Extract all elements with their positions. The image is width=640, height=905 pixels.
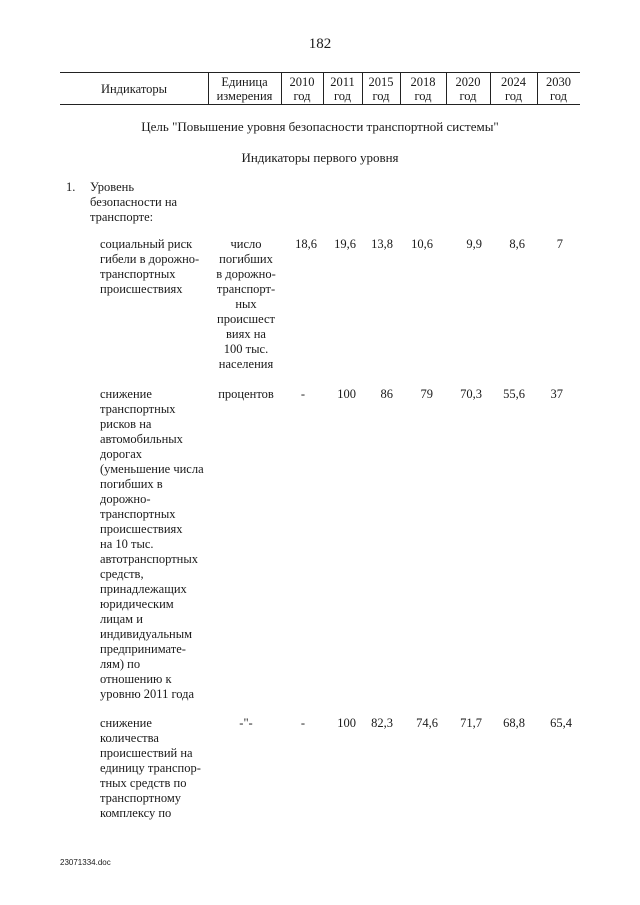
row-unit-line: населения (218, 357, 274, 371)
row-unit-line: в дорожно- (216, 267, 276, 281)
row-label-line: лицам и (100, 612, 143, 626)
row-label-line: гибели в дорожно- (100, 252, 200, 266)
row-value: 8,6 (509, 237, 525, 251)
row-unit-line: ных (235, 297, 257, 311)
row-value: 74,6 (416, 716, 438, 730)
row-unit-line: происшест (217, 312, 275, 326)
row-value: 9,9 (466, 237, 482, 251)
row-label-line: предпринимате- (100, 642, 186, 656)
header-year-value: 2011 (330, 75, 355, 89)
row-value: 86 (380, 387, 393, 401)
header-year-value: 2015 (368, 75, 394, 89)
header-year-value: 2020 (455, 75, 481, 89)
row-value: 71,7 (460, 716, 482, 730)
header-bottom-rule (60, 104, 580, 105)
row-value: 18,6 (295, 237, 317, 251)
row-label-line: транспортных (100, 267, 176, 281)
header-year-word: год (372, 89, 390, 103)
section-title-line: Уровень (90, 180, 135, 194)
header-unit-line: Единица (221, 75, 268, 89)
header-year-value: 2024 (501, 75, 526, 89)
header-year (446, 75, 490, 103)
row-label-line: индивидуальным (100, 627, 193, 641)
header-year (323, 75, 362, 103)
row-label-line: транспортных (100, 507, 176, 521)
row-label-line: тных средств по (100, 776, 187, 790)
row-label (100, 387, 212, 702)
row-label-line: происшествий на (100, 746, 193, 760)
row-unit (210, 387, 282, 402)
header-unit (208, 75, 281, 103)
row-value: 13,8 (371, 237, 393, 251)
row-value: 19,6 (334, 237, 356, 251)
section-title (90, 180, 177, 225)
row-label-line: снижение (100, 716, 152, 730)
row-value: 100 (337, 387, 356, 401)
row-label-line: автомобильных (100, 432, 183, 446)
header-year-value: 2030 (546, 75, 571, 89)
row-label (100, 237, 212, 297)
header-year (537, 75, 580, 103)
row-label-line: (уменьшение числа (100, 462, 204, 476)
row-label-line: единицу транспор- (100, 761, 201, 775)
section-number: 1. (66, 180, 76, 194)
row-label-line: социальный риск (100, 237, 193, 251)
row-label-line: лям) по (100, 657, 141, 671)
row-label-line: отношению к (100, 672, 172, 686)
header-year-word: год (293, 89, 311, 103)
row-value: 55,6 (503, 387, 525, 401)
row-label-line: погибших в (100, 477, 163, 491)
header-unit-line: измерения (216, 89, 273, 103)
section-title-line: безопасности на (90, 195, 178, 209)
row-value: 68,8 (503, 716, 525, 730)
document-filename: 23071334.doc (60, 858, 111, 867)
row-label (100, 716, 212, 821)
row-label-line: дорогах (100, 447, 143, 461)
row-value: 7 (556, 237, 563, 251)
section-title-line: транспорте: (90, 210, 154, 224)
row-value: - (300, 387, 305, 401)
row-unit-line: -"- (239, 716, 253, 730)
header-year-word: год (459, 89, 477, 103)
row-unit-line: 100 тыс. (223, 342, 269, 356)
row-value: 37 (550, 387, 563, 401)
row-value: 79 (420, 387, 433, 401)
header-indicators: Индикаторы (100, 82, 168, 96)
row-unit-line: погибших (219, 252, 273, 266)
row-value: 82,3 (371, 716, 393, 730)
row-label-line: снижение (100, 387, 152, 401)
row-label-line: транспортных (100, 402, 176, 416)
row-label-line: дорожно- (100, 492, 151, 506)
row-value: 65,4 (550, 716, 572, 730)
header-year (362, 75, 400, 103)
row-unit-line: транспорт- (216, 282, 276, 296)
row-unit-line: процентов (218, 387, 274, 401)
row-value: 10,6 (411, 237, 433, 251)
row-value: - (300, 716, 305, 730)
header-year (400, 75, 446, 103)
header-year-word: год (549, 89, 568, 103)
row-label-line: средств, (100, 567, 144, 581)
row-label-line: на 10 тыс. (100, 537, 154, 551)
page-number: 182 (308, 36, 332, 52)
level-heading: Индикаторы первого уровня (241, 150, 399, 165)
header-year (281, 75, 323, 103)
row-label-line: автотранспортных (100, 552, 198, 566)
row-value: 70,3 (460, 387, 482, 401)
row-value: 100 (337, 716, 356, 730)
row-unit (210, 716, 282, 731)
header-year-word: год (414, 89, 432, 103)
row-label-line: рисков на (100, 417, 152, 431)
row-label-line: уровню 2011 года (100, 687, 195, 701)
header-year (490, 75, 537, 103)
row-label-line: принадлежащих (100, 582, 187, 596)
row-label-line: транспортному (100, 791, 181, 805)
row-label-line: количества (100, 731, 159, 745)
row-label-line: юридическим (100, 597, 174, 611)
header-year-word: год (504, 89, 523, 103)
row-unit (210, 237, 282, 372)
row-label-line: комплексу по (100, 806, 172, 820)
goal-heading: Цель "Повышение уровня безопасности транспортной системы" (141, 119, 499, 134)
row-unit-line: виях на (226, 327, 266, 341)
row-label-line: происшествиях (100, 522, 183, 536)
header-top-rule (60, 72, 580, 73)
row-label-line: происшествиях (100, 282, 183, 296)
row-unit-line: число (230, 237, 262, 251)
header-year-value: 2010 (289, 75, 315, 89)
header-year-value: 2018 (410, 75, 436, 89)
header-year-word: год (333, 89, 352, 103)
